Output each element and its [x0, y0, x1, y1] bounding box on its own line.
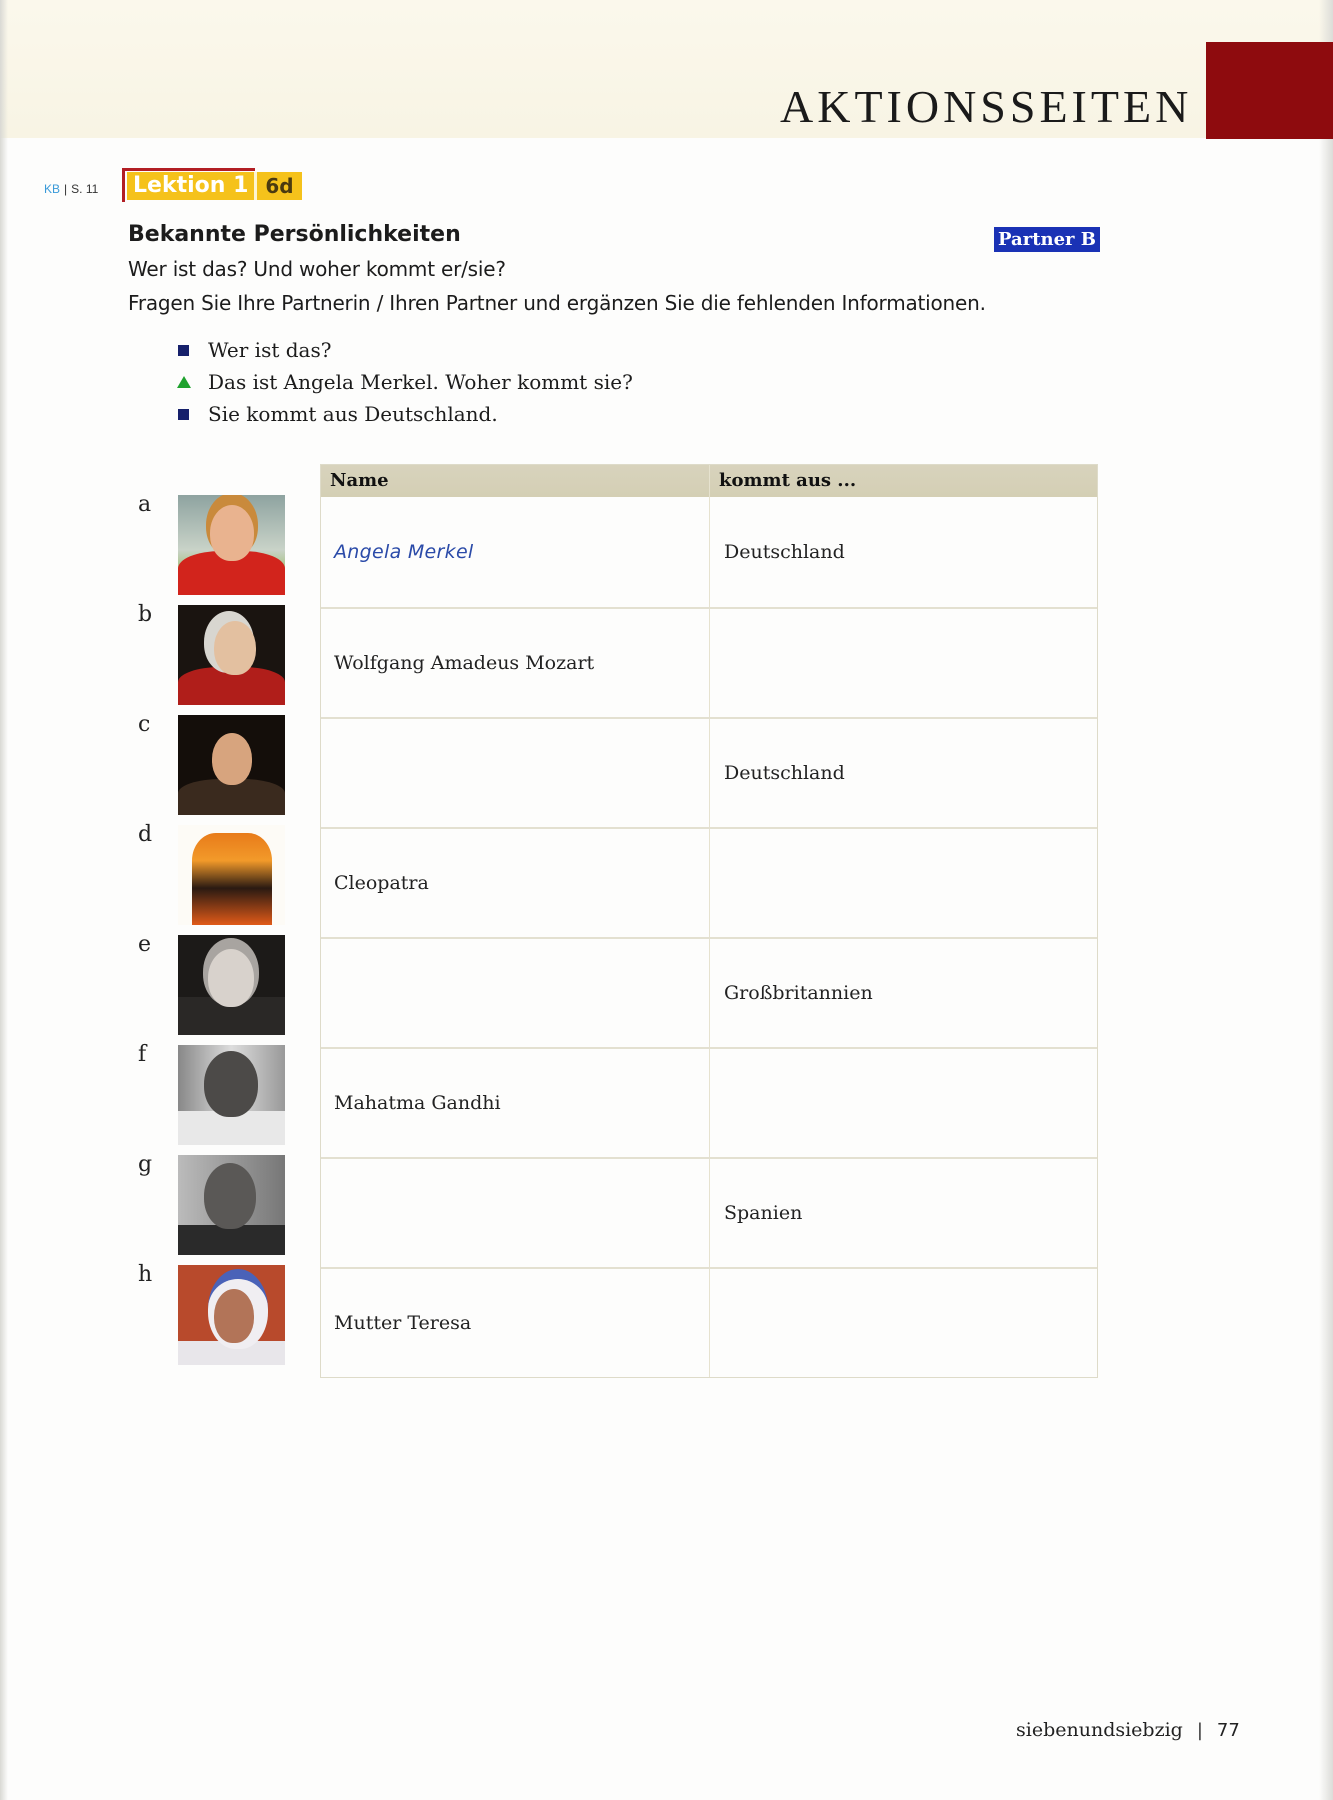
page-edge	[1319, 0, 1333, 1800]
name-cell[interactable]	[321, 939, 710, 1047]
dialogue-text: Das ist Angela Merkel. Woher kommt sie?	[208, 370, 633, 394]
dialogue-text: Wer ist das?	[208, 338, 332, 362]
kb-label: KB	[44, 182, 61, 196]
table-body	[321, 497, 1097, 1377]
dialogue-line	[176, 398, 633, 430]
kb-page: S. 11	[71, 182, 99, 196]
table-row	[321, 827, 1097, 937]
page-footer	[1016, 1719, 1240, 1741]
name-cell[interactable]: Mahatma Gandhi	[321, 1049, 710, 1157]
name-cell[interactable]	[321, 1159, 710, 1267]
name-cell[interactable]: Cleopatra	[321, 829, 710, 937]
photo-cleopatra	[178, 825, 285, 925]
task-instruction: Wer ist das? Und woher kommt er/sie?	[128, 257, 506, 281]
dialogue-line	[176, 366, 633, 398]
photo-agatha-christie	[178, 935, 285, 1035]
section-color-tab	[1206, 42, 1333, 139]
country-cell[interactable]: Spanien	[724, 1202, 803, 1224]
photo-mutter-teresa	[178, 1265, 285, 1365]
photo-gandhi	[178, 1045, 285, 1145]
table-row	[321, 1157, 1097, 1267]
table-row	[321, 1267, 1097, 1377]
country-cell[interactable]: Deutschland	[724, 762, 845, 784]
row-letter: c	[138, 712, 151, 737]
example-dialogue	[176, 334, 633, 430]
page-number: 77	[1216, 1720, 1240, 1741]
photo-angela-merkel	[178, 495, 285, 595]
kb-separator: |	[64, 182, 68, 196]
row-letter: d	[138, 822, 153, 847]
country-cell[interactable]	[710, 829, 1097, 937]
name-cell[interactable]: Wolfgang Amadeus Mozart	[321, 609, 710, 717]
table-row	[321, 497, 1097, 607]
page-number-word: siebenundsiebzig	[1016, 1719, 1183, 1741]
dialogue-text: Sie kommt aus Deutschland.	[208, 402, 498, 426]
photo-goethe	[178, 715, 285, 815]
badge-red-line	[122, 168, 125, 202]
name-cell[interactable]: Angela Merkel	[321, 497, 710, 607]
section-title: AKTIONSSEITEN	[780, 81, 1193, 132]
country-cell[interactable]: Großbritannien	[724, 982, 873, 1004]
exercise-number: 6d	[257, 172, 301, 200]
row-letter: h	[138, 1262, 153, 1287]
country-cell[interactable]	[710, 1049, 1097, 1157]
photo-picasso	[178, 1155, 285, 1255]
partner-badge: Partner B	[994, 227, 1100, 252]
table-row	[321, 937, 1097, 1047]
row-letter: g	[138, 1152, 153, 1177]
page-gutter-shadow	[0, 0, 8, 1800]
square-icon	[178, 345, 189, 356]
row-letter: f	[138, 1042, 147, 1067]
dialogue-line	[176, 334, 633, 366]
row-letter: a	[138, 492, 152, 517]
name-cell[interactable]: Mutter Teresa	[321, 1269, 710, 1377]
column-header-country: kommt aus ...	[719, 470, 857, 491]
task-title: Bekannte Persönlichkeiten	[128, 222, 461, 247]
table-header	[321, 465, 1097, 497]
column-header-name: Name	[321, 465, 710, 497]
name-cell[interactable]	[321, 719, 710, 827]
row-letter: e	[138, 932, 152, 957]
country-cell[interactable]	[710, 609, 1097, 717]
row-letter: b	[138, 602, 153, 627]
lesson-badge	[122, 168, 302, 202]
table-row	[321, 1047, 1097, 1157]
square-icon	[178, 409, 189, 420]
badge-red-line	[122, 168, 255, 171]
country-cell[interactable]	[710, 1269, 1097, 1377]
table-row	[321, 717, 1097, 827]
lesson-label: Lektion 1	[127, 172, 254, 200]
photo-mozart	[178, 605, 285, 705]
task-instruction: Fragen Sie Ihre Partnerin / Ihren Partner und ergänzen Sie die fehlenden Informationen.	[128, 291, 986, 315]
footer-separator: |	[1196, 1720, 1203, 1741]
kursbuch-reference	[44, 182, 98, 196]
triangle-icon	[177, 376, 191, 388]
country-cell[interactable]: Deutschland	[724, 541, 845, 563]
table-row	[321, 607, 1097, 717]
persons-table	[320, 464, 1098, 1378]
